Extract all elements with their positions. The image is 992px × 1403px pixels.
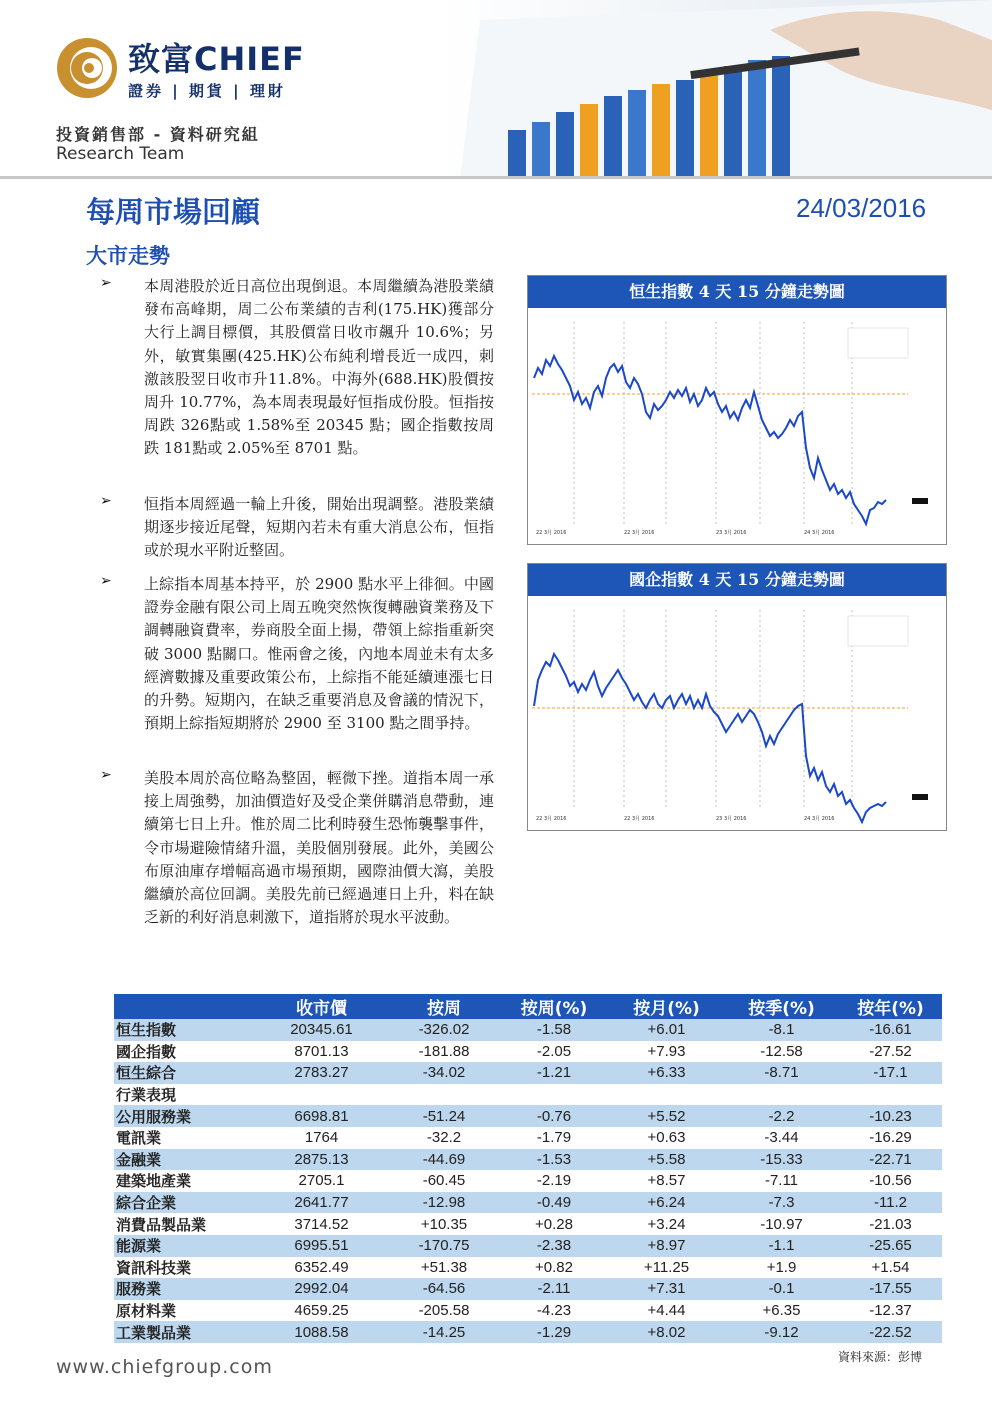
svg-text:23 3月 2016: 23 3月 2016	[716, 530, 747, 536]
table-cell: -3.44	[724, 1127, 839, 1149]
table-cell: +1.9	[724, 1257, 839, 1279]
column-header	[114, 994, 254, 1019]
row-label: 行業表現	[114, 1084, 254, 1106]
table-cell: 2641.77	[254, 1192, 389, 1214]
team-label: Research Team	[56, 144, 185, 164]
svg-text:24 3月 2016: 24 3月 2016	[804, 530, 835, 536]
table-cell: -1.53	[499, 1149, 609, 1171]
table-cell: +8.57	[609, 1170, 724, 1192]
table-cell: 2705.1	[254, 1170, 389, 1192]
table-cell: -1.58	[499, 1019, 609, 1041]
table-cell: -2.2	[724, 1105, 839, 1127]
table-cell: +6.33	[609, 1062, 724, 1084]
chart-title: 國企指數 4 天 15 分鐘走勢圖	[528, 564, 946, 596]
table-cell: -2.05	[499, 1041, 609, 1063]
arrow-bullet-icon: ➢	[100, 573, 112, 589]
column-header: 按年(%)	[839, 994, 942, 1019]
page-title: 每周市場回顧	[86, 195, 261, 229]
table-header-row	[114, 994, 942, 1019]
table-cell: -44.69	[389, 1149, 499, 1171]
table-cell: +8.02	[609, 1321, 724, 1343]
row-label: 恒生綜合	[114, 1062, 254, 1084]
table-cell: -34.02	[389, 1062, 499, 1084]
table-row	[114, 1041, 942, 1063]
chief-logo-icon	[55, 36, 119, 100]
table-cell: 20345.61	[254, 1019, 389, 1041]
table-cell	[499, 1084, 609, 1106]
department-label: 投資銷售部 - 資料研究組	[56, 125, 260, 144]
table-cell: +0.28	[499, 1213, 609, 1235]
table-cell: -181.88	[389, 1041, 499, 1063]
table-cell: +10.35	[389, 1213, 499, 1235]
table-cell: -21.03	[839, 1213, 942, 1235]
chart-title: 恒生指數 4 天 15 分鐘走勢圖	[528, 276, 946, 308]
table-cell: +7.93	[609, 1041, 724, 1063]
table-cell: +6.01	[609, 1019, 724, 1041]
table-row	[114, 1257, 942, 1279]
bullet-text: 恒指本周經過一輪上升後，開始出現調整。港股業績期逐步接近尾聲，短期內若未有重大消息公布，恒指或於現水平附近整固。	[144, 495, 494, 560]
row-label: 工業製品業	[114, 1321, 254, 1343]
table-cell: 2992.04	[254, 1278, 389, 1300]
table-cell: -9.12	[724, 1321, 839, 1343]
table-cell: -16.29	[839, 1127, 942, 1149]
table-cell: 2783.27	[254, 1062, 389, 1084]
brand-name: 致富CHIEF	[128, 40, 305, 78]
table-cell: -2.38	[499, 1235, 609, 1257]
row-label: 電訊業	[114, 1127, 254, 1149]
row-label: 原材料業	[114, 1300, 254, 1322]
table-cell: 8701.13	[254, 1041, 389, 1063]
row-label: 綜合企業	[114, 1192, 254, 1214]
row-label: 國企指數	[114, 1041, 254, 1063]
table-cell: -32.2	[389, 1127, 499, 1149]
table-cell: -2.19	[499, 1170, 609, 1192]
column-header: 按周	[389, 994, 499, 1019]
svg-text:22 3月 2016: 22 3月 2016	[624, 530, 655, 536]
table-cell: 6698.81	[254, 1105, 389, 1127]
header-bar-chart-illustration	[440, 0, 992, 178]
table-cell: -205.58	[389, 1300, 499, 1322]
table-cell: -0.49	[499, 1192, 609, 1214]
table-cell: 2875.13	[254, 1149, 389, 1171]
table-row	[114, 1105, 942, 1127]
table-cell: -11.2	[839, 1192, 942, 1214]
table-cell: 6995.51	[254, 1235, 389, 1257]
table-cell: +5.52	[609, 1105, 724, 1127]
table-cell: 1088.58	[254, 1321, 389, 1343]
table-cell: -15.33	[724, 1149, 839, 1171]
brand-subtitle: 證券 | 期貨 | 理財	[128, 82, 286, 100]
table-cell: 1764	[254, 1127, 389, 1149]
table-cell: +7.31	[609, 1278, 724, 1300]
hsi-chart-panel	[527, 275, 947, 545]
row-label: 能源業	[114, 1235, 254, 1257]
table-row	[114, 1300, 942, 1322]
table-cell: -170.75	[389, 1235, 499, 1257]
table-cell: -17.55	[839, 1278, 942, 1300]
row-label: 資訊科技業	[114, 1257, 254, 1279]
section-title: 大市走勢	[86, 244, 170, 268]
table-cell: +6.24	[609, 1192, 724, 1214]
table-cell: -25.65	[839, 1235, 942, 1257]
table-cell: -1.1	[724, 1235, 839, 1257]
header-divider	[0, 176, 992, 179]
svg-text:22 3月 2016: 22 3月 2016	[536, 816, 567, 822]
arrow-bullet-icon: ➢	[100, 275, 112, 291]
table-cell: -12.58	[724, 1041, 839, 1063]
table-row	[114, 1127, 942, 1149]
table-row	[114, 1235, 942, 1257]
table-cell: -2.11	[499, 1278, 609, 1300]
table-row	[114, 1170, 942, 1192]
table-row	[114, 1062, 942, 1084]
table-cell: -0.76	[499, 1105, 609, 1127]
table-cell: +11.25	[609, 1257, 724, 1279]
table-cell: -16.61	[839, 1019, 942, 1041]
table-cell: -17.1	[839, 1062, 942, 1084]
table-cell: +6.35	[724, 1300, 839, 1322]
arrow-bullet-icon: ➢	[100, 493, 112, 509]
table-row	[114, 1213, 942, 1235]
table-cell: +1.54	[839, 1257, 942, 1279]
table-row	[114, 1321, 942, 1343]
table-cell: -0.1	[724, 1278, 839, 1300]
table-cell	[839, 1084, 942, 1106]
table-cell: -51.24	[389, 1105, 499, 1127]
table-cell: -8.1	[724, 1019, 839, 1041]
table-cell: -22.71	[839, 1149, 942, 1171]
hscei-chart-panel	[527, 563, 947, 831]
table-cell	[724, 1084, 839, 1106]
table-cell: -8.71	[724, 1062, 839, 1084]
table-cell: -10.97	[724, 1213, 839, 1235]
table-cell: -10.23	[839, 1105, 942, 1127]
bullet-text: 上綜指本周基本持平，於 2900 點水平上徘徊。中國證券金融有限公司上周五晚突然恢復轉融資業務及下調轉融資費率，券商股全面上揚，帶領上綜指重新突破 3000 點關口。惟兩會之後，內地本周並未有太多經濟數據及重要政策公布，上綜指不能延續連漲七日的升勢。短期內，在缺乏重要消息及會議的情況下，預期上綜指短期將於 2900 至 3100 點之間爭持。	[144, 575, 494, 733]
svg-text:23 3月 2016: 23 3月 2016	[716, 816, 747, 822]
table-cell: +0.82	[499, 1257, 609, 1279]
market-performance-table	[114, 994, 942, 1343]
table-cell: +8.97	[609, 1235, 724, 1257]
bullet-text: 美股本周於高位略為整固，輕微下挫。道指本周一承接上周強勢，加油價造好及受企業併購消息帶動，連續第七日上升。惟於周二比利時發生恐怖襲擊事件，令市場避險情緒升溫，美股個別發展。此外，美國公布原油庫存增幅高過市場預期，國際油價大瀉，美股繼續於高位回調。美股先前已經過連日上升，料在缺乏新的利好消息刺激下，道指將於現水平波動。	[144, 769, 494, 927]
row-label: 恒生指數	[114, 1019, 254, 1041]
table-cell: -7.11	[724, 1170, 839, 1192]
table-cell: +5.58	[609, 1149, 724, 1171]
row-label: 消費品製品業	[114, 1213, 254, 1235]
table-row	[114, 1149, 942, 1171]
table-cell: -64.56	[389, 1278, 499, 1300]
website-link[interactable]: www.chiefgroup.com	[56, 1356, 273, 1378]
bullet-text: 本周港股於近日高位出現倒退。本周繼續為港股業績發布高峰期，周二公布業績的吉利(175.HK)獲部分大行上調目標價，其股價當日收市飆升 10.6%；另外，敏實集團(425.HK)公布純利增長近一成四，刺激該股翌日收市升11.8%。中海外(688.HK)股價按周升 10.77%，為本周表現最好恒指成份股。恒指按周跌 326點或 1.58%至 20345 點；國企指數按周跌 181點或 2.05%至 8701 點。	[144, 277, 494, 458]
column-header: 按周(%)	[499, 994, 609, 1019]
report-date: 24/03/2016	[796, 193, 927, 223]
table-cell: -326.02	[389, 1019, 499, 1041]
svg-text:24 3月 2016: 24 3月 2016	[804, 816, 835, 822]
column-header: 收市價	[254, 994, 389, 1019]
table-row	[114, 1084, 942, 1106]
table-row	[114, 1192, 942, 1214]
column-header: 按月(%)	[609, 994, 724, 1019]
table-cell: -1.21	[499, 1062, 609, 1084]
arrow-bullet-icon: ➢	[100, 767, 112, 783]
table-row	[114, 1019, 942, 1041]
row-label: 金融業	[114, 1149, 254, 1171]
table-cell: +3.24	[609, 1213, 724, 1235]
table-cell: 4659.25	[254, 1300, 389, 1322]
row-label: 服務業	[114, 1278, 254, 1300]
table-cell: -1.79	[499, 1127, 609, 1149]
table-cell: -12.37	[839, 1300, 942, 1322]
table-cell: -22.52	[839, 1321, 942, 1343]
svg-text:22 3月 2016: 22 3月 2016	[536, 530, 567, 536]
data-source-note: 資料來源：彭博	[838, 1350, 923, 1364]
hscei-candlestick-chart	[528, 596, 946, 828]
table-cell: -60.45	[389, 1170, 499, 1192]
table-cell: +51.38	[389, 1257, 499, 1279]
table-cell	[389, 1084, 499, 1106]
table-cell: -10.56	[839, 1170, 942, 1192]
table-cell: +0.63	[609, 1127, 724, 1149]
table-cell: -7.3	[724, 1192, 839, 1214]
table-row	[114, 1278, 942, 1300]
row-label: 建築地產業	[114, 1170, 254, 1192]
column-header: 按季(%)	[724, 994, 839, 1019]
table-cell: -12.98	[389, 1192, 499, 1214]
table-cell	[609, 1084, 724, 1106]
table-cell: -4.23	[499, 1300, 609, 1322]
table-cell: 3714.52	[254, 1213, 389, 1235]
svg-text:22 3月 2016: 22 3月 2016	[624, 816, 655, 822]
table-cell: 6352.49	[254, 1257, 389, 1279]
hsi-candlestick-chart	[528, 308, 946, 542]
table-cell: -14.25	[389, 1321, 499, 1343]
table-cell: +4.44	[609, 1300, 724, 1322]
table-cell	[254, 1084, 389, 1106]
table-cell: -1.29	[499, 1321, 609, 1343]
table-cell: -27.52	[839, 1041, 942, 1063]
row-label: 公用服務業	[114, 1105, 254, 1127]
